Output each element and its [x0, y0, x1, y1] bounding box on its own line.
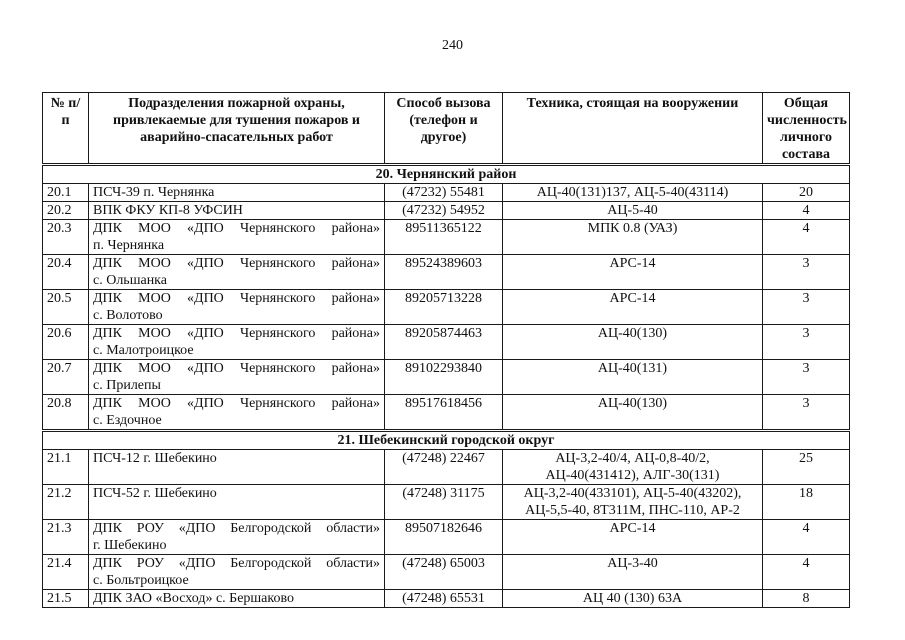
unit-cell: [89, 360, 385, 395]
equipment-cell: [503, 325, 763, 360]
staff-count: 18: [799, 486, 813, 501]
row-num: 20.8: [47, 396, 72, 411]
row-num-cell: [43, 590, 89, 608]
staff-cell: [763, 202, 850, 220]
staff-count: 8: [802, 591, 810, 606]
row-num-cell: [43, 395, 89, 431]
staff-cell: [763, 450, 850, 485]
row-num-cell: [43, 450, 89, 485]
fire-units-table: [42, 92, 850, 608]
unit-cell: [89, 184, 385, 202]
row-num: 21.1: [47, 451, 72, 466]
unit-location: п. Чернянка: [93, 238, 165, 253]
table-row: [43, 590, 850, 608]
equipment-list: АЦ-5-40: [607, 203, 658, 218]
row-num: 21.5: [47, 591, 72, 606]
unit-cell: [89, 255, 385, 290]
equipment-list-cont: АЦ-40(431412), АЛГ-30(131): [545, 468, 720, 483]
equipment-list: АЦ-3,2-40/4, АЦ-0,8-40/2,: [555, 451, 710, 466]
unit-name: ДПК МОО «ДПО Чернянского района»: [93, 291, 380, 306]
table-row: [43, 395, 850, 431]
call-number: (47248) 31175: [402, 486, 485, 501]
row-num-cell: [43, 220, 89, 255]
table-body: [43, 165, 850, 608]
unit-location: г. Шебекино: [93, 538, 167, 553]
header-call: Способ вызова (телефон и другое): [385, 93, 503, 165]
staff-cell: [763, 590, 850, 608]
call-cell: [385, 184, 503, 202]
table-row: [43, 450, 850, 485]
row-num: 20.3: [47, 221, 72, 236]
equipment-list: АЦ-40(131): [597, 361, 668, 376]
unit-cell: [89, 450, 385, 485]
unit-name: ДПК МОО «ДПО Чернянского района»: [93, 326, 380, 341]
unit-name: ДПК МОО «ДПО Чернянского района»: [93, 256, 380, 271]
table-row: [43, 325, 850, 360]
equipment-list: АЦ-40(130): [597, 396, 668, 411]
call-number: 89511365122: [405, 221, 482, 236]
row-num: 20.6: [47, 326, 72, 341]
call-number: 89507182646: [405, 521, 482, 536]
section-title: 21. Шебекинский городской округ: [43, 431, 850, 450]
call-number: (47248) 65003: [402, 556, 485, 571]
staff-cell: [763, 555, 850, 590]
row-num: 20.2: [47, 203, 72, 218]
unit-cell: [89, 555, 385, 590]
staff-cell: [763, 520, 850, 555]
equipment-cell: [503, 590, 763, 608]
table-row: [43, 220, 850, 255]
staff-cell: [763, 325, 850, 360]
call-cell: [385, 520, 503, 555]
call-number: 89205713228: [405, 291, 482, 306]
unit-name: ВПК ФКУ КП-8 УФСИН: [93, 203, 243, 218]
unit-cell: [89, 395, 385, 431]
equipment-cell: [503, 450, 763, 485]
unit-name: ДПК МОО «ДПО Чернянского района»: [93, 361, 380, 376]
equipment-list: АЦ-40(130): [597, 326, 668, 341]
unit-cell: [89, 485, 385, 520]
equipment-list: АРС-14: [609, 256, 656, 271]
call-cell: [385, 360, 503, 395]
table-row: [43, 202, 850, 220]
staff-cell: [763, 220, 850, 255]
call-cell: [385, 450, 503, 485]
call-cell: [385, 220, 503, 255]
equipment-list: АРС-14: [609, 521, 656, 536]
unit-cell: [89, 325, 385, 360]
call-number: 89102293840: [405, 361, 482, 376]
row-num: 20.1: [47, 185, 72, 200]
row-num-cell: [43, 184, 89, 202]
table-row: [43, 255, 850, 290]
equipment-cell: [503, 555, 763, 590]
row-num: 21.3: [47, 521, 72, 536]
call-number: (47232) 54952: [402, 203, 485, 218]
row-num: 21.2: [47, 486, 72, 501]
equipment-list-cont: АЦ-5,5-40, 8Т311М, ПНС-110, АР-2: [525, 503, 740, 518]
staff-cell: [763, 184, 850, 202]
row-num: 20.4: [47, 256, 72, 271]
call-cell: [385, 255, 503, 290]
staff-count: 4: [802, 556, 810, 571]
row-num-cell: [43, 290, 89, 325]
unit-location: с. Малотроицкое: [93, 343, 194, 358]
equipment-cell: [503, 520, 763, 555]
section-row: [43, 165, 850, 184]
row-num: 21.4: [47, 556, 72, 571]
header-equipment: Техника, стоящая на вооружении: [503, 93, 763, 165]
unit-name: ДПК МОО «ДПО Чернянского района»: [93, 221, 380, 236]
row-num: 20.7: [47, 361, 72, 376]
unit-name: ДПК РОУ «ДПО Белгородской области»: [93, 521, 380, 536]
call-number: (47248) 65531: [402, 591, 485, 606]
equipment-list: АЦ-40(131)137, АЦ-5-40(43114): [536, 185, 729, 200]
row-num: 20.5: [47, 291, 72, 306]
equipment-cell: [503, 202, 763, 220]
staff-count: 4: [802, 203, 810, 218]
header-row: [43, 93, 850, 165]
staff-count: 3: [802, 326, 810, 341]
table-row: [43, 290, 850, 325]
table-row: [43, 360, 850, 395]
equipment-cell: [503, 220, 763, 255]
call-number: (47248) 22467: [402, 451, 485, 466]
section-title: 20. Чернянский район: [43, 165, 850, 184]
staff-count: 3: [802, 361, 810, 376]
call-cell: [385, 395, 503, 431]
row-num-cell: [43, 325, 89, 360]
equipment-list: АЦ-3,2-40(433101), АЦ-5-40(43202),: [523, 486, 742, 501]
equipment-cell: [503, 255, 763, 290]
header-staff: Общая численность личного состава: [763, 93, 850, 165]
call-cell: [385, 555, 503, 590]
equipment-list: АЦ-3-40: [607, 556, 658, 571]
unit-cell: [89, 520, 385, 555]
equipment-cell: [503, 395, 763, 431]
call-number: 89517618456: [405, 396, 482, 411]
table-row: [43, 485, 850, 520]
staff-count: 3: [802, 291, 810, 306]
header-num: № п/п: [43, 93, 89, 165]
row-num-cell: [43, 255, 89, 290]
equipment-list: АРС-14: [609, 291, 656, 306]
call-number: (47232) 55481: [402, 185, 485, 200]
staff-count: 20: [799, 185, 813, 200]
call-cell: [385, 590, 503, 608]
staff-cell: [763, 485, 850, 520]
staff-count: 4: [802, 521, 810, 536]
staff-count: 25: [799, 451, 813, 466]
unit-name: ПСЧ-39 п. Чернянка: [93, 185, 215, 200]
staff-cell: [763, 360, 850, 395]
unit-location: с. Волотово: [93, 308, 163, 323]
call-cell: [385, 290, 503, 325]
header-unit: Подразделения пожарной охраны, привлекаемые для тушения пожаров и аварийно-спасательных работ: [89, 93, 385, 165]
row-num-cell: [43, 360, 89, 395]
staff-count: 4: [802, 221, 810, 236]
call-cell: [385, 325, 503, 360]
table-row: [43, 184, 850, 202]
call-number: 89205874463: [405, 326, 482, 341]
unit-name: ДПК МОО «ДПО Чернянского района»: [93, 396, 380, 411]
call-number: 89524389603: [405, 256, 482, 271]
row-num-cell: [43, 555, 89, 590]
unit-name: ДПК ЗАО «Восход» с. Бершаково: [93, 591, 295, 606]
unit-cell: [89, 202, 385, 220]
unit-name: ПСЧ-12 г. Шебекино: [93, 451, 217, 466]
unit-location: с. Больтроицкое: [93, 573, 189, 588]
equipment-list: АЦ 40 (130) 63А: [582, 591, 683, 606]
equipment-cell: [503, 290, 763, 325]
unit-location: с. Ольшанка: [93, 273, 167, 288]
equipment-list: МПК 0.8 (УАЗ): [587, 221, 678, 236]
staff-count: 3: [802, 396, 810, 411]
table-row: [43, 555, 850, 590]
unit-location: с. Ездочное: [93, 413, 162, 428]
unit-cell: [89, 290, 385, 325]
unit-location: с. Прилепы: [93, 378, 161, 393]
equipment-cell: [503, 485, 763, 520]
equipment-cell: [503, 360, 763, 395]
staff-count: 3: [802, 256, 810, 271]
unit-cell: [89, 590, 385, 608]
unit-cell: [89, 220, 385, 255]
call-cell: [385, 202, 503, 220]
page-number: 240: [442, 38, 463, 53]
section-row: [43, 431, 850, 450]
staff-cell: [763, 255, 850, 290]
staff-cell: [763, 395, 850, 431]
equipment-cell: [503, 184, 763, 202]
table-row: [43, 520, 850, 555]
row-num-cell: [43, 202, 89, 220]
row-num-cell: [43, 485, 89, 520]
staff-cell: [763, 290, 850, 325]
unit-name: ПСЧ-52 г. Шебекино: [93, 486, 217, 501]
unit-name: ДПК РОУ «ДПО Белгородской области»: [93, 556, 380, 571]
call-cell: [385, 485, 503, 520]
row-num-cell: [43, 520, 89, 555]
